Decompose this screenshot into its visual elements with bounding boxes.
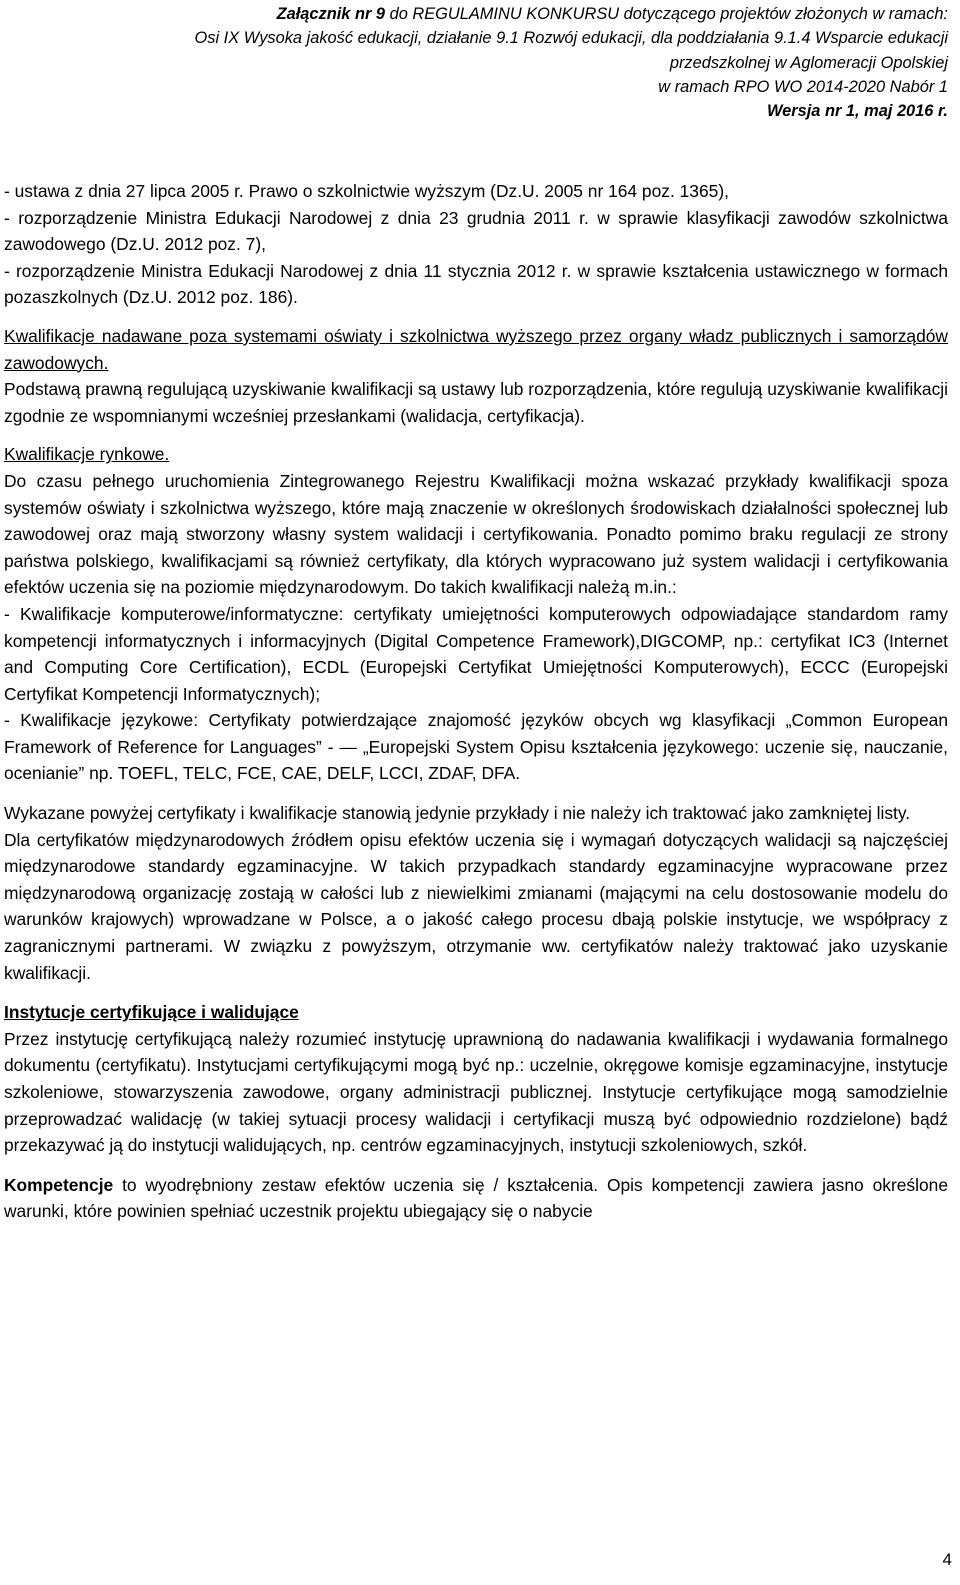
list-item-language-qualifications: - Kwalifikacje językowe: Certyfikaty potwierdzające znajomość języków obcych wg klasyfikacji „Common European Framework of Reference for Languages” - — „Europejski System Opisu kształcenia językowego: uczenie się, nauczanie, ocenianie” np. TOEFL, TELC, FCE, CAE, DELF, LCCI, ZDAF, DFA. <box>4 710 948 784</box>
page-number: 4 <box>942 1550 952 1569</box>
legal-list-item: - rozporządzenie Ministra Edukacji Narodowej z dnia 11 stycznia 2012 r. w sprawie kształcenia ustawicznego w formach pozaszkolnych (Dz.U. 2012 poz. 186). <box>4 260 948 308</box>
header-subaction-line: przedszkolnej w Aglomeracji Opolskiej <box>669 53 948 72</box>
header-version-line: Wersja nr 1, maj 2016 r. <box>766 102 948 121</box>
legal-list-item: - rozporządzenie Ministra Edukacji Narodowej z dnia 23 grudnia 2011 r. w sprawie klasyfikacji zawodów szkolnictwa zawodowego (Dz.U. 2012 poz. 7), <box>4 207 948 255</box>
section-body-authorities: Podstawą prawną regulującą uzyskiwanie kwalifikacji są ustawy lub rozporządzenia, które regulują uzyskiwanie kwalifikacji zgodnie ze wspomnianymi wcześniej przesłankami (walidacja, certyfikacja). <box>4 379 948 426</box>
header-axis-line: Osi IX Wysoka jakość edukacji, działanie 9.1 Rozwój edukacji, dla poddziałania 9.1.4 Wsparcie edukacji <box>194 29 948 48</box>
section-heading-authorities: Kwalifikacje nadawane poza systemami oświaty i szkolnictwa wyższego przez organy władz publicznych i samorządów zawodowych. <box>4 325 948 373</box>
section-heading-institutions: Instytucje certyfikujące i walidujące <box>4 1002 299 1023</box>
document-body <box>4 178 948 1225</box>
term-competences: Kompetencje <box>4 1174 114 1195</box>
list-item-computer-qualifications: - Kwalifikacje komputerowe/informatyczne: certyfikaty umiejętności komputerowych odpowiadające standardom ramy kompetencji informatycznych i informacyjnych (Digital Competence Framework),DIGCOMP, np.: certyfikat IC3 (Internet and Computing Core Certification), ECDL (Europejski Certyfikat Umiejętności Komputerowych), ECCC (Europejski Certyfikat Kompetencji Informatycznych); <box>4 603 948 704</box>
legal-list-item: - ustawa z dnia 27 lipca 2005 r. Prawo o szkolnictwie wyższym (Dz.U. 2005 nr 164 poz. 1365), <box>4 181 729 201</box>
section-body-market: Do czasu pełnego uruchomienia Zintegrowanego Rejestru Kwalifikacji można wskazać przykłady kwalifikacji spoza systemów oświaty i szkolnictwa wyższego, które mają znaczenie w określonych środowiskach działalności społecznej lub zawodowej oraz mają stworzony własny system walidacji i certyfikowania. Ponadto pomimo braku regulacji ze strony państwa polskiego, kwalifikacjami są również certyfikaty, dla których wypracowano już system walidacji i certyfikowania efektów uczenia się na poziomie międzynarodowym. Do takich kwalifikacji należą m.in.: <box>4 470 948 598</box>
header-program-line: w ramach RPO WO 2014-2020 Nabór 1 <box>658 77 948 96</box>
section-heading-market: Kwalifikacje rynkowe. <box>4 444 170 465</box>
paragraph-international-certificates: Dla certyfikatów międzynarodowych źródłem opisu efektów uczenia się i wymagań dotyczących walidacji są najczęściej międzynarodowe standardy egzaminacyjne. W takich przypadkach standardy egzaminacyjne wypracowane przez międzynarodową organizację zostają w całości lub z niewielkimi zmianami (mającymi na celu dostosowanie modelu do warunków krajowych) wprowadzane w Polsce, a o jakość całego procesu dbają polskie instytucje, we współpracy z zagranicznymi partnerami. W związku z powyższym, otrzymanie ww. certyfikatów należy traktować jako uzyskanie kwalifikacji. <box>4 829 948 983</box>
paragraph-examples-note: Wykazane powyżej certyfikaty i kwalifikacje stanowią jedynie przykłady i nie należy ich traktować jako zamkniętej listy. <box>4 803 911 824</box>
section-body-institutions: Przez instytucję certyfikującą należy rozumieć instytucję uprawnioną do nadawania kwalifikacji i wydawania formalnego dokumentu (certyfikatu). Instytucjami certyfikującymi mogą być np.: uczelnie, okręgowe komisje egzaminacyjne, instytucje szkoleniowe, stowarzyszenia zawodowe, organy administracji publicznej. Instytucje certyfikujące mogą samodzielnie przeprowadzać walidację (w takiej sytuacji procesy walidacji i certyfikacji muszą być odpowiednio rozdzielone) bądź przekazywać ją do instytucji walidujących, np. centrów egzaminacyjnych, instytucji szkoleniowych, szkół. <box>4 1028 948 1156</box>
paragraph-competences <box>4 1172 948 1225</box>
document-header <box>188 2 948 123</box>
header-attachment-number: Załącznik nr 9 <box>276 5 390 23</box>
competences-definition: to wyodrębniony zestaw efektów uczenia się / kształcenia. Opis kompetencji zawiera jasno określone warunki, które powinien spełniać uczestnik projektu ubiegający się o nabycie <box>4 1174 948 1222</box>
header-attachment-line <box>188 2 948 26</box>
header-regulation-text: do REGULAMINU KONKURSU dotyczącego projektów złożonych w ramach: <box>389 5 948 23</box>
